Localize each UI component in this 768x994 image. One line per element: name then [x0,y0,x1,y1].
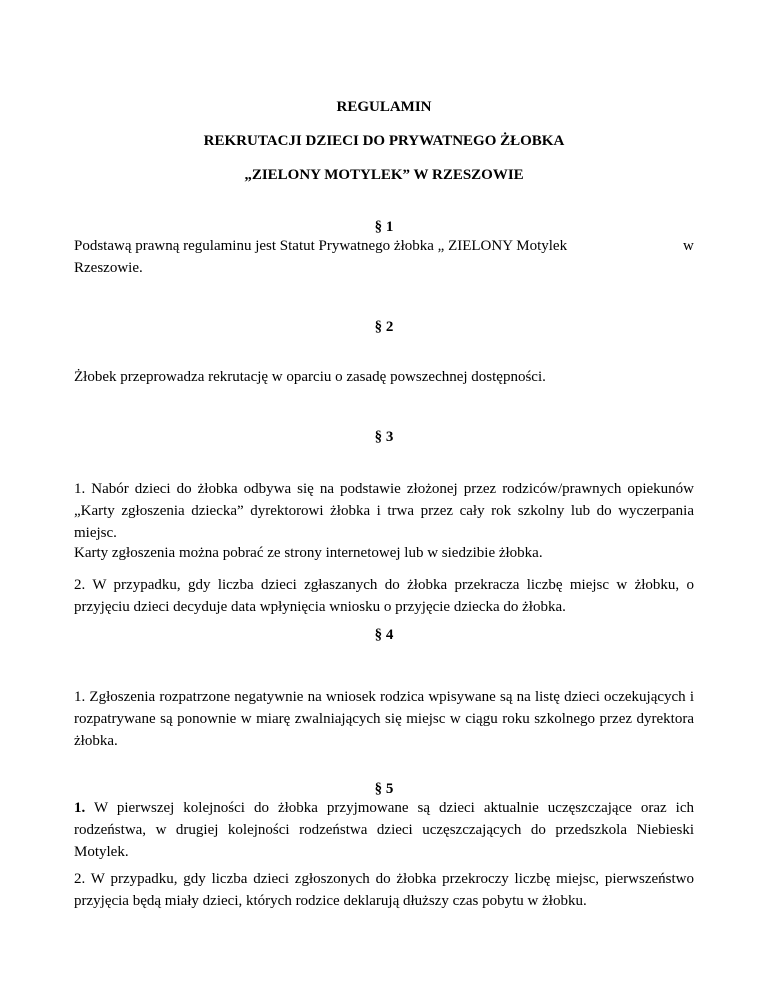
doc-subtitle: REKRUTACJI DZIECI DO PRYWATNEGO ŻŁOBKA [203,133,565,149]
section-5-paragraph-1-text: W pierwszej kolejności do żłobka przyjmowane są dzieci aktualnie uczęszczające oraz ich rodzeństwa, w drugiej kolejności rodzeństwa dzieci uczęszczających do przedszkola Niebieski Motylek. [74,800,694,860]
section-4-paragraph-1: 1. Zgłoszenia rozpatrzone negatywnie na wniosek rodzica wpisywane są na listę dzieci oczekujących i rozpatrywane są ponownie w miarę zwalniających się miejsc w ciągu roku szkolnego przez dyrektora żłobka. [74,689,694,749]
section-2-text: Żłobek przeprowadza rekrutację w oparciu o zasadę powszechnej dostępności. [74,369,546,385]
doc-title: REGULAMIN [336,99,432,115]
section-2-heading: § 2 [374,319,394,335]
section-5-paragraph-1 [74,797,694,863]
section-1-line-1: Podstawą prawną regulaminu jest Statut Prywatnego żłobka „ ZIELONY Motylek [74,238,568,254]
section-5-paragraph-2: 2. W przypadku, gdy liczba dzieci zgłoszonych do żłobka przekroczy liczbę miejsc, pierwszeństwo przyjęcia będą miały dzieci, których rodzice deklarują dłuższy czas pobytu w żłobku. [74,871,694,909]
doc-subtitle-name: „ZIELONY MOTYLEK” W RZESZOWIE [244,167,524,183]
section-4-heading: § 4 [374,627,394,643]
section-3-paragraph-1: 1. Nabór dzieci do żłobka odbywa się na podstawie złożonej przez rodziców/prawnych opiekunów „Karty zgłoszenia dziecka” dyrektorowi żłobka i trwa przez cały rok szkolny lub do wyczerpania miejsc. [74,481,694,541]
section-5-heading: § 5 [374,781,394,797]
section-3-paragraph-2: Karty zgłoszenia można pobrać ze strony internetowej lub w siedzibie żłobka. [74,545,543,561]
section-3-paragraph-3: 2. W przypadku, gdy liczba dzieci zgłaszanych do żłobka przekracza liczbę miejsc w żłobku, o przyjęciu dzieci decyduje data wpłynięcia wniosku o przyjęcie dziecka do żłobka. [74,577,694,615]
section-1-line-2: Rzeszowie. [74,260,143,276]
section-3-heading: § 3 [374,429,394,445]
section-1-line-1-end: w [683,238,694,254]
section-5-paragraph-1-number: 1. [74,800,86,816]
section-1-heading: § 1 [374,219,394,235]
